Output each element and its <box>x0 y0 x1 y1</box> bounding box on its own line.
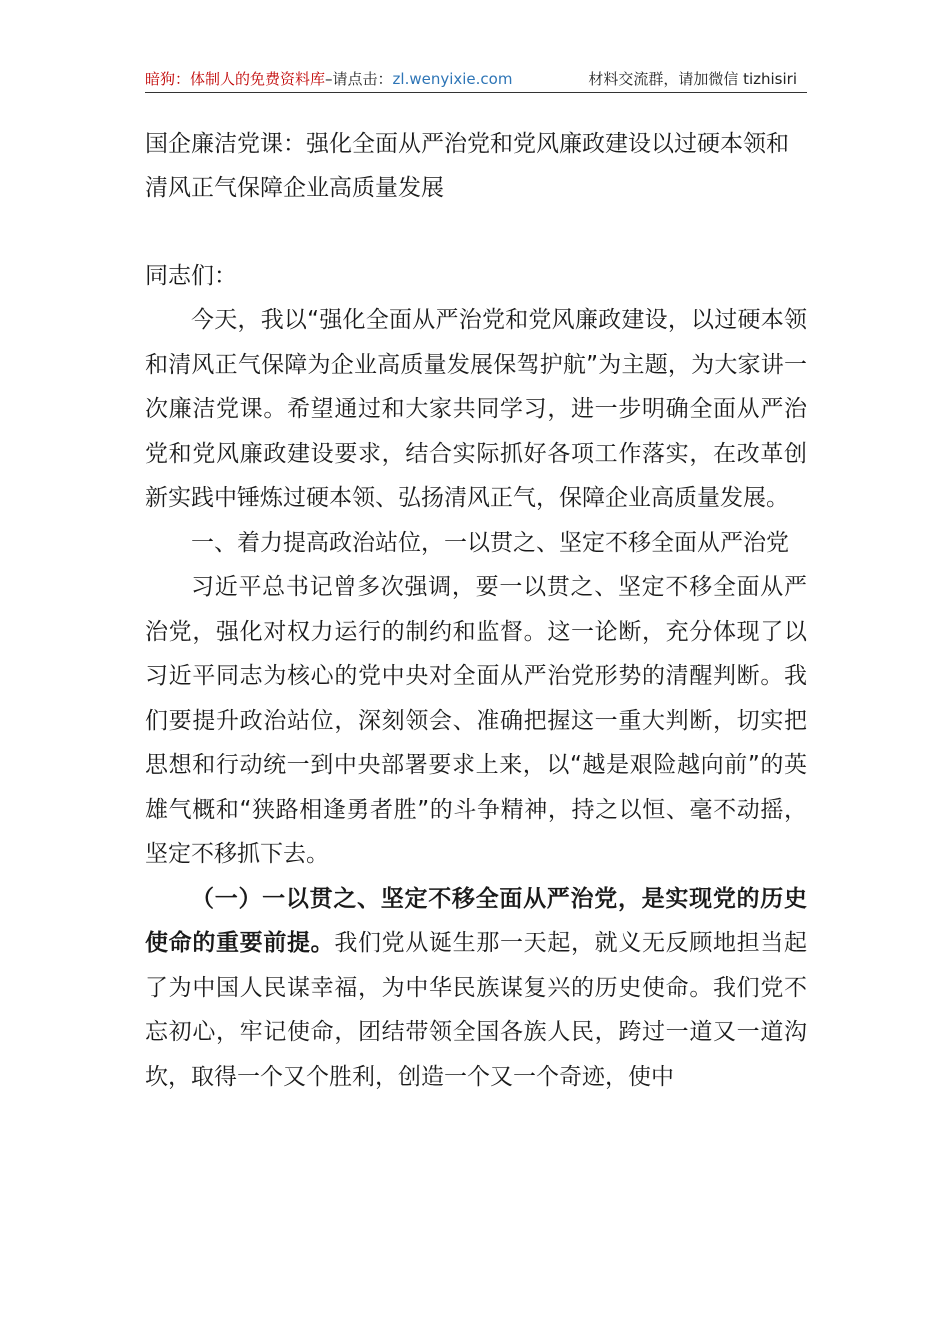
section-heading-1: 一、着力提高政治站位，一以贯之、坚定不移全面从严治党 <box>191 529 789 556</box>
document-title: 国企廉洁党课：强化全面从严治党和党风廉政建设以过硬本领和清风正气保障企业高质量发展 <box>145 131 789 201</box>
greeting: 同志们： <box>145 263 237 289</box>
body-paragraph-2: 习近平总书记曾多次强调，要一以贯之、坚定不移全面从严治党，强化对权力运行的制约和监督。这一论断，充分体现了以习近平同志为核心的党中央对全面从严治党形势的清醒判断。我们要提升政治站位，深刻领会、准确把握这一重大判断，切实把思想和行动统一到中央部署要求上来，以“越是艰险越向前”的英雄气概和“狭路相逢勇者胜”的斗争精神，持之以恒、毫不动摇，坚定不移抓下去。 <box>145 574 807 867</box>
page-header <box>145 66 807 93</box>
header-brand: 暗狗：体制人的免费资料库 <box>145 70 326 88</box>
subsection-text-1: 我们党从诞生那一天起，就义无反顾地担当起了为中国人民谋幸福，为中华民族谋复兴的历史使命。我们党不忘初心，牢记使命，团结带领全国各族人民，跨过一道又一道沟坎，取得一个又个胜利，创造一个又一个奇迹，使中 <box>145 930 808 1090</box>
header-wechat-note: 材料交流群，请加微信 tizhisiri <box>588 70 797 88</box>
document-body <box>145 122 807 1099</box>
header-click-label: –请点击： <box>325 70 393 88</box>
header-url-link[interactable]: zl.wenyixie.com <box>392 70 513 88</box>
intro-paragraph: 今天，我以“强化全面从严治党和党风廉政建设，以过硬本领和清风正气保障为企业高质量发展保驾护航”为主题，为大家讲一次廉洁党课。希望通过和大家共同学习，进一步明确全面从严治党和党风廉政建设要求，结合实际抓好各项工作落实，在改革创新实践中锤炼过硬本领、弘扬清风正气，保障企业高质量发展。 <box>145 307 807 511</box>
body-paragraph-3 <box>145 877 807 1100</box>
subsection-heading-1: （一）一以贯之、坚定不移全面从严治党，是实现党的历史使命的重要前提。 <box>145 885 807 956</box>
